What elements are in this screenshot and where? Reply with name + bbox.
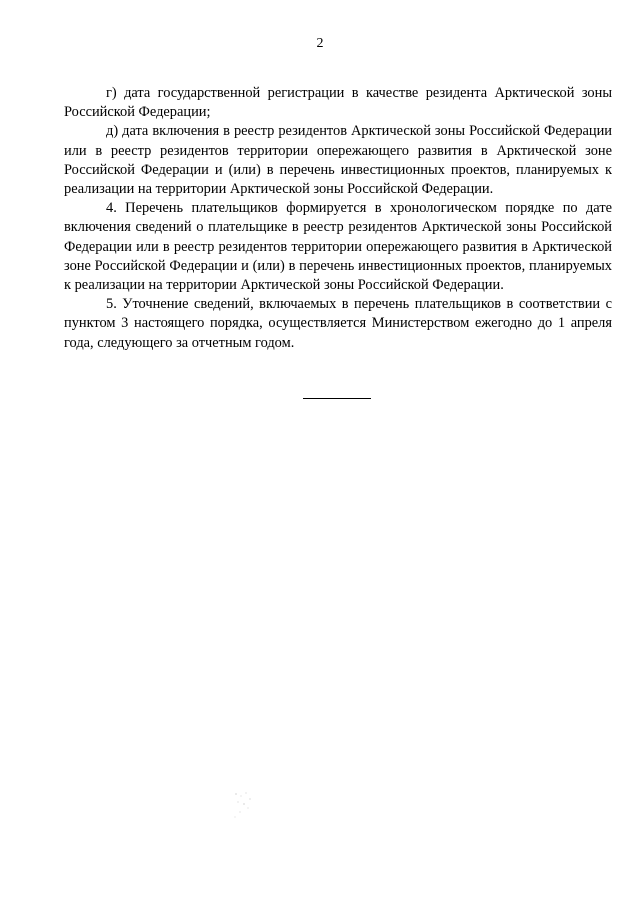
paragraph-g: г) дата государственной регистрации в качестве резидента Арктической зоны Российской Федерации;	[64, 85, 612, 121]
paragraph-4: 4. Перечень плательщиков формируется в хронологическом порядке по дате включения сведений о плательщике в реестр резидентов Арктической зоны Российской Федерации или в реестр резидентов территории опережающего развития в Арктической зоне Российской Федерации и (или) в перечень инвестиционных проектов, планируемых к реализации на территории Арктической зоны Российской Федерации.	[64, 200, 612, 294]
paragraph-5: 5. Уточнение сведений, включаемых в перечень плательщиков в соответствии с пунктом 3 настоящего порядка, осуществляется Министерством ежегодно до 1 апреля года, следующего за отчетным годом.	[64, 296, 612, 351]
document-body	[64, 84, 612, 353]
paragraph-d: д) дата включения в реестр резидентов Арктической зоны Российской Федерации или в реестр резидентов территории опережающего развития в Арктической зоне Российской Федерации и (или) в перечень инвестиционных проектов, планируемых к реализации на территории Арктической зоны Российской Федерации.	[64, 123, 612, 198]
end-divider-line	[303, 398, 371, 399]
scan-speckle-mark	[232, 790, 254, 820]
page-number: 2	[316, 36, 324, 51]
